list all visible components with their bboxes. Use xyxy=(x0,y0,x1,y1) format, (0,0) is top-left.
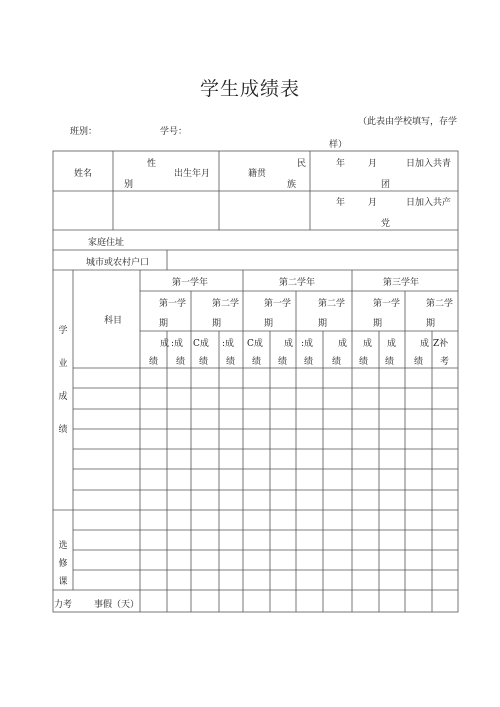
gender-label-bottom: 别 xyxy=(124,180,134,190)
elective-side-char: 课 xyxy=(58,577,68,587)
score-header-bottom: 绩 xyxy=(332,357,342,367)
academic-side-char: 绩 xyxy=(58,425,68,435)
ethnic-label-bottom: 族 xyxy=(287,180,297,190)
semester-header-top: 第一学 xyxy=(159,299,187,309)
score-header-top: C成 xyxy=(247,339,263,349)
score-header-bottom: 绩 xyxy=(199,357,209,367)
leave-days-label: 事假（天） xyxy=(94,600,140,610)
score-header-top: 成 xyxy=(284,339,294,349)
semester-header-bottom: 期 xyxy=(212,319,222,329)
ethnic-label-top: 民 xyxy=(297,159,307,169)
score-header-bottom: 绩 xyxy=(359,357,369,367)
semester-header-bottom: 期 xyxy=(426,319,436,329)
score-header-top: Z补 xyxy=(433,339,449,349)
semester-header-top: 第一学 xyxy=(373,299,401,309)
score-header-top: :成 xyxy=(301,339,314,349)
score-header-bottom: 绩 xyxy=(252,357,262,367)
score-header-top: 成 xyxy=(420,339,430,349)
score-header-bottom: 绩 xyxy=(304,357,314,367)
subject-label: 科目 xyxy=(104,316,123,326)
name-label: 姓名 xyxy=(74,169,93,179)
score-header-bottom: 绩 xyxy=(176,357,186,367)
elective-side-char: 修 xyxy=(58,559,68,569)
score-header-bottom: 绩 xyxy=(226,357,236,367)
hukou-label: 城市或农村户口 xyxy=(86,258,150,268)
score-header-top: :成 xyxy=(222,339,235,349)
party-join-label: 日加入共产 xyxy=(406,198,452,208)
score-header-bottom: 绩 xyxy=(385,357,395,367)
year-3-header: 第三学年 xyxy=(383,278,420,288)
party-label-end: 党 xyxy=(381,219,391,229)
year-2-header: 第二学年 xyxy=(279,278,316,288)
table-border xyxy=(53,151,458,612)
league-month-label: 月 xyxy=(368,159,378,169)
score-header-top: C成 xyxy=(193,339,209,349)
attendance-label: 力考 xyxy=(54,600,73,610)
score-header-bottom: 绩 xyxy=(414,357,424,367)
student-id-label: 学号： xyxy=(160,127,188,137)
form-note-cont: 样） xyxy=(329,140,348,150)
academic-side-char: 学 xyxy=(58,326,68,336)
native-place-label: 籍贯 xyxy=(248,169,267,179)
page-title: 学生成绩表 xyxy=(199,78,300,100)
year-1-header: 第一学年 xyxy=(172,278,209,288)
semester-header-top: 第二学 xyxy=(426,299,454,309)
semester-header-bottom: 期 xyxy=(159,319,169,329)
class-label: 班别： xyxy=(70,127,98,137)
score-header-top: 成 xyxy=(338,339,348,349)
league-label-end: 团 xyxy=(381,180,391,190)
league-year-label: 年 xyxy=(336,159,346,169)
score-header-top: 成 xyxy=(160,339,170,349)
party-year-label: 年 xyxy=(336,198,346,208)
party-month-label: 月 xyxy=(368,198,378,208)
league-join-label: 日加入共青 xyxy=(406,159,452,169)
form-note: （此表由学校填写，存学 xyxy=(358,117,458,127)
score-header-top: 成 xyxy=(363,339,373,349)
semester-header-top: 第二学 xyxy=(318,299,346,309)
semester-header-bottom: 期 xyxy=(373,319,383,329)
score-header-bottom: 绩 xyxy=(278,357,288,367)
score-header-bottom: 考 xyxy=(440,357,450,367)
semester-header-bottom: 期 xyxy=(318,319,328,329)
score-header-top: :成 xyxy=(171,339,184,349)
address-label: 家庭住址 xyxy=(88,238,125,248)
elective-side-char: 选 xyxy=(58,541,68,551)
academic-side-char: 业 xyxy=(58,359,68,369)
birth-label: 出生年月 xyxy=(174,169,211,179)
academic-side-char: 成 xyxy=(58,392,68,402)
semester-header-bottom: 期 xyxy=(264,319,274,329)
gender-label-top: 性 xyxy=(147,159,157,169)
semester-header-top: 第二学 xyxy=(212,299,240,309)
semester-header-top: 第一学 xyxy=(264,299,292,309)
score-header-bottom: 绩 xyxy=(149,357,159,367)
score-header-top: 成 xyxy=(387,339,397,349)
